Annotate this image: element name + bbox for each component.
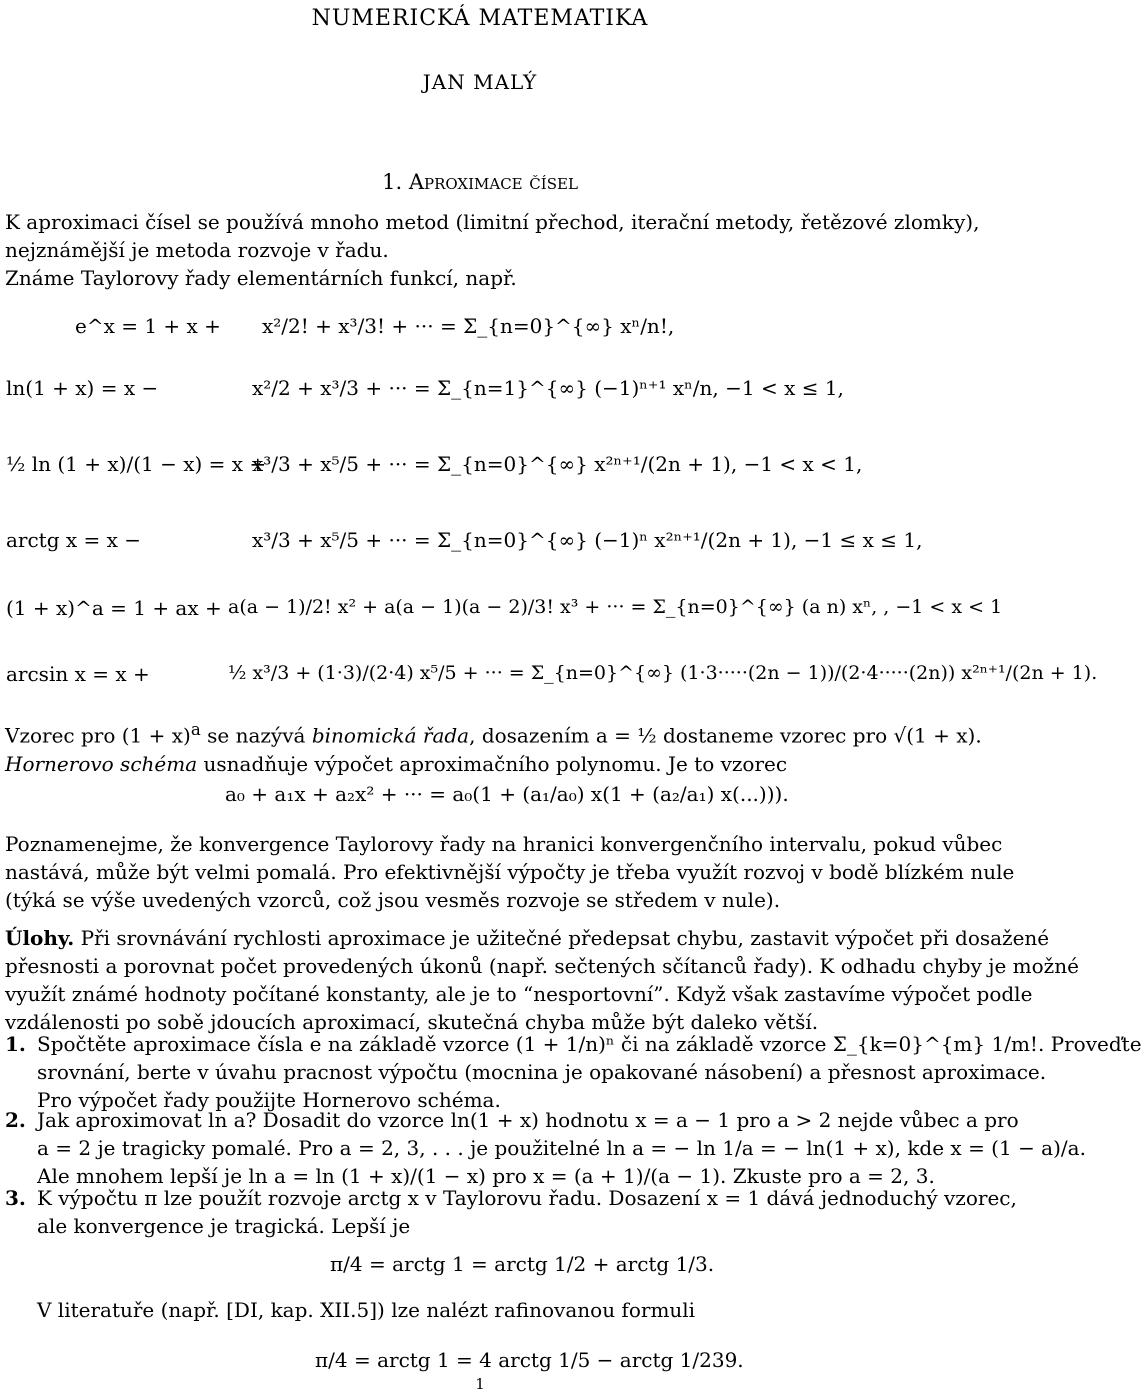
intro-line-2: nejznámější je metoda rozvoje v řadu.	[5, 238, 389, 262]
formula-pi-2: π/4 = arctg 1 = 4 arctg 1/5 − arctg 1/239.	[315, 1348, 744, 1372]
intro-line-3: Známe Taylorovy řady elementárních funkcí, např.	[5, 266, 517, 290]
task-2-line-2: a = 2 je tragicky pomalé. Pro a = 2, 3, . . . je použitelné ln a = − ln 1/a = − ln(1 + x), kde x = (1 − a)/a.	[37, 1136, 1086, 1160]
tasks-intro	[5, 924, 1079, 1036]
formula-horner: a₀ + a₁x + a₂x² + ··· = a₀(1 + (a₁/a₀) x(1 + (a₂/a₁) x(...))).	[225, 782, 789, 806]
literature-line: V literatuře (např. [DI, kap. XII.5]) lze nalézt rafinovanou formuli	[37, 1298, 696, 1322]
formula-ln-lhs: ln(1 + x) = x −	[6, 376, 159, 400]
formula-binom-lhs: (1 + x)^a = 1 + ax +	[6, 596, 222, 620]
paper-title: NUMERICKÁ MATEMATIKA	[311, 6, 649, 31]
section-title: Aproximace čísel	[408, 170, 578, 194]
formula-arcsin-rhs: ½ x³/3 + (1·3)/(2·4) x⁵/5 + ··· = Σ_{n=0}^{∞} (1·3·····(2n − 1))/(2·4·····(2n)) x²ⁿ⁺¹/(2n + 1).	[228, 662, 1098, 684]
task-3	[5, 1184, 1017, 1240]
intro-paragraph	[5, 208, 980, 292]
formula-ln-rhs: x²/2 + x³/3 + ··· = Σ_{n=1}^{∞} (−1)ⁿ⁺¹ xⁿ/n, −1 < x ≤ 1,	[252, 376, 844, 400]
horner-note-line: Hornerovo schéma usnadňuje výpočet aproximačního polynomu. Je to vzorec	[5, 751, 788, 776]
remark-paragraph	[5, 830, 1015, 914]
remark-line-1: Poznamenejme, že konvergence Taylorovy řady na hranici konvergenčního intervalu, pokud vůbec	[5, 832, 1003, 856]
binomial-note-line: Vzorec pro $(1 + x)^a$ se nazývá binomická řada, dosazením a = ½ dostaneme vzorec pro √(1 + x).	[5, 720, 982, 748]
task-2-line-1: Jak aproximovat ln a? Dosadit do vzorce ln(1 + x) hodnotu x = a − 1 pro a > 2 nejde vůbec a pro	[37, 1108, 1019, 1132]
formula-exp-rhs: x²/2! + x³/3! + ··· = Σ_{n=0}^{∞} xⁿ/n!,	[262, 314, 675, 338]
formula-arcsin-lhs: arcsin x = x +	[6, 662, 150, 686]
task-3-line-2: ale konvergence je tragická. Lepší je	[37, 1214, 411, 1238]
page-number: 1	[475, 1375, 485, 1393]
formula-artanh-lhs: ½ ln (1 + x)/(1 − x) = x +	[6, 452, 267, 476]
formula-arctg-rhs: x³/3 + x⁵/5 + ··· = Σ_{n=0}^{∞} (−1)ⁿ x²ⁿ⁺¹/(2n + 1), −1 ≤ x ≤ 1,	[252, 528, 923, 552]
remark-line-2: nastává, může být velmi pomalá. Pro efektivnější výpočty je třeba využít rozvoj v bodě blízkém nule	[5, 860, 1015, 884]
task-1-line-1: Spočtěte aproximace čísla e na základě vzorce (1 + 1/n)ⁿ či na základě vzorce Σ_{k=0}^{m} 1/m!. Proveďte	[37, 1032, 1142, 1056]
binomial-note	[5, 718, 982, 778]
formula-pi-1: π/4 = arctg 1 = arctg 1/2 + arctg 1/3.	[330, 1252, 715, 1276]
tasks-intro-line-2: přesnosti a porovnat počet provedených úkonů (např. sečtených sčítanců řady). K odhadu chyby je možné	[5, 954, 1079, 978]
horner-term: Hornerovo schéma	[5, 751, 198, 776]
task-1-line-3: Pro výpočet řady použijte Hornerovo schéma.	[37, 1088, 501, 1112]
task-2	[5, 1106, 1086, 1190]
tasks-heading: Úlohy.	[5, 926, 75, 950]
task-1-line-2: srovnání, berte v úvahu pracnost výpočtu (mocnina je opakované násobení) a přesnost aproximace.	[37, 1060, 1047, 1084]
intro-line-1: K aproximaci čísel se používá mnoho metod (limitní přechod, iterační metody, řetězové zlomky),	[5, 210, 980, 234]
section-heading	[0, 168, 960, 197]
task-2-line-3: Ale mnohem lepší je ln a = ln (1 + x)/(1 − x) pro x = (a + 1)/(a − 1). Zkuste pro a = 2, 3.	[37, 1164, 935, 1188]
tasks-intro-line-4: vzdálenosti po sobě jdoucích aproximací, skutečná chyba může být daleko větší.	[5, 1010, 819, 1034]
task-3-number: 3.	[5, 1186, 26, 1210]
section-number: 1.	[382, 170, 403, 194]
formula-artanh-rhs: x³/3 + x⁵/5 + ··· = Σ_{n=0}^{∞} x²ⁿ⁺¹/(2n + 1), −1 < x < 1,	[252, 452, 863, 476]
task-3-line-1: K výpočtu π lze použít rozvoje arctg x v Taylorovu řadu. Dosazení x = 1 dává jednoduchý vzorec,	[37, 1186, 1017, 1210]
task-2-number: 2.	[5, 1108, 26, 1132]
formula-exp-lhs: e^x = 1 + x +	[75, 314, 221, 338]
paper-author: JAN MALÝ	[422, 70, 538, 94]
tasks-intro-line-1: Úlohy. Při srovnávání rychlosti aproximace je užitečné předepsat chybu, zastavit výpočet při dosažené	[5, 926, 1050, 950]
formula-binom-rhs: a(a − 1)/2! x² + a(a − 1)(a − 2)/3! x³ + ··· = Σ_{n=0}^{∞} (a n) xⁿ, , −1 < x < 1	[228, 596, 1003, 618]
task-1-number: 1.	[5, 1032, 26, 1056]
task-1	[5, 1030, 1142, 1114]
remark-line-3: (týká se výše uvedených vzorců, což jsou vesměs rozvoje se středem v nule).	[5, 888, 781, 912]
tasks-intro-line-3: využít známé hodnoty počítané konstanty, ale je to “nesportovní”. Když však zastavíme výpočet podle	[5, 982, 1033, 1006]
formula-arctg-lhs: arctg x = x −	[6, 528, 142, 552]
binomial-term: binomická řada	[311, 723, 470, 748]
